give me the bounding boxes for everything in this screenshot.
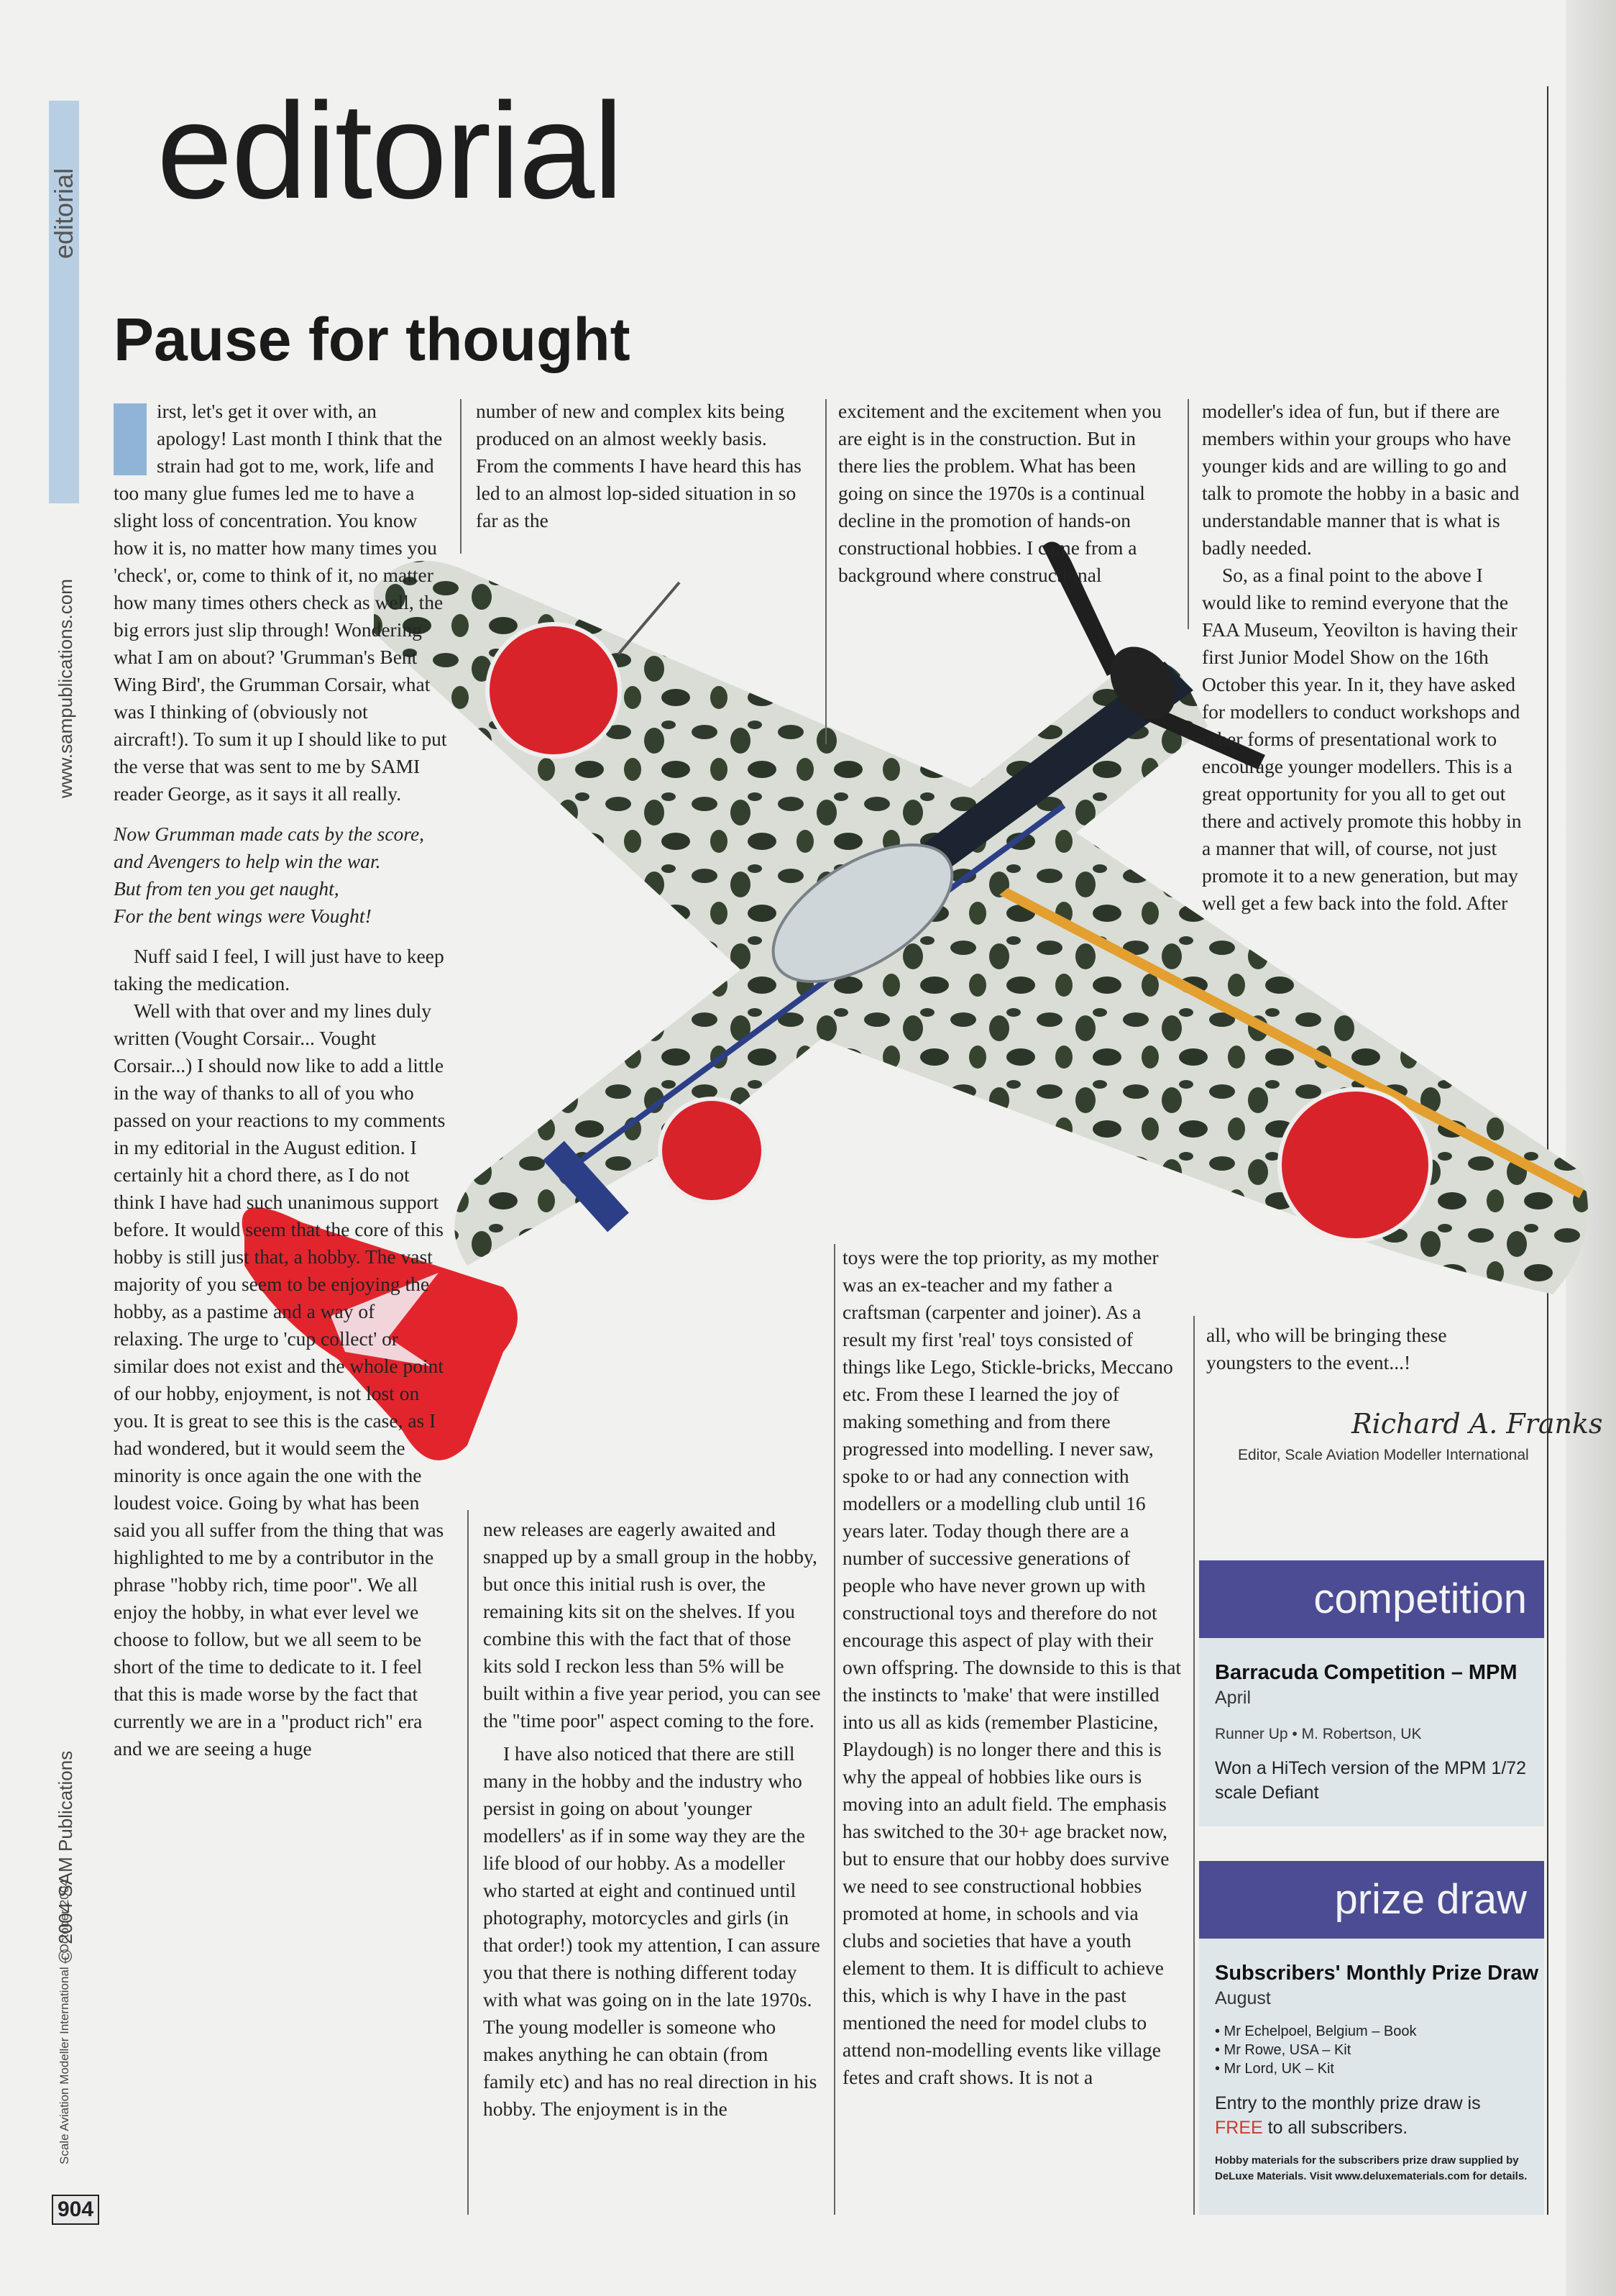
article-column-3-bottom xyxy=(843,1244,1183,2091)
paragraph: toys were the top priority, as my mother was an ex-teacher and my father a craftsman (carpenter and joiner). As a result my first 'real' toys consisted of things like Lego, Stickle-bricks, Meccano etc. From these I learned the joy of making something and from there progressed into modelling. I never saw, spoke to or had any connection with modellers or a modelling club until 16 years later. Today though there are a number of successive generations of people who have never grown up with constructional toys and therefore do not encourage this aspect of play with their own offspring. The downside to this is that the instincts to 'make' that were instilled into us all as kids (remember Plasticine, Playdough) is no longer there and this is why the appeal of hobbies like ours is moving into an adult field. The emphasis has switched to the 30+ age bracket now, but to ensure that our hobby does survive we need to see constructional hobbies promoted at home, in schools and via clubs and societies that have a youth element to them. It is difficult to achieve this, which is why I have in the past mentioned the need for model clubs to attend non-modelling events like village fetes and craft shows. It is not a xyxy=(843,1246,1182,2088)
poem-line: For the bent wings were Vought! xyxy=(114,905,372,927)
hinomaru-wing-left xyxy=(487,624,620,756)
entry-text: Entry to the monthly prize draw is xyxy=(1215,2093,1481,2113)
intro-paragraph xyxy=(114,398,448,808)
paragraph: excitement and the excitement when you are eight is in the construction. But in there lies the problem. What has been going on since the 1970s is a continual decline in the promotion of hands-on constructional hobbies. I came from a background where constructional xyxy=(838,400,1162,586)
website-url: www.sampublications.com xyxy=(55,579,76,798)
column-rule-5 xyxy=(834,1244,835,2215)
column-rule-4 xyxy=(467,1510,469,2215)
poem-line: and Avengers to help win the war. xyxy=(114,850,381,872)
column-rule-1 xyxy=(460,399,462,554)
poem-line: Now Grumman made cats by the score, xyxy=(114,823,425,845)
competition-box xyxy=(1199,1560,1544,1826)
editor-signature: Richard A. Franks xyxy=(1351,1408,1603,1440)
article-column-2-bottom xyxy=(483,1516,822,2123)
article-column-4-bottom xyxy=(1206,1322,1523,1376)
competition-month: April xyxy=(1215,1688,1252,1708)
antenna-mast xyxy=(618,582,679,654)
paragraph: all, who will be bringing these youngsters to the event...! xyxy=(1206,1324,1447,1373)
page-number: 904 xyxy=(52,2195,99,2225)
free-word: FREE xyxy=(1215,2118,1263,2138)
drop-cap xyxy=(114,403,147,475)
issue-line: Scale Aviation Modeller International – October 2004 xyxy=(58,1879,71,2164)
article-column-3-top xyxy=(838,398,1176,589)
paragraph: number of new and complex kits being produced on an almost weekly basis. From the comments I have heard this has led to an almost lop-sided situation in so far as the xyxy=(476,400,802,531)
prize-draw-title: Subscribers' Monthly Prize Draw xyxy=(1215,1962,1539,1985)
hinomaru-wing-right xyxy=(1280,1089,1431,1240)
prize-draw-box xyxy=(1199,1861,1544,2215)
competition-header: competition xyxy=(1199,1560,1544,1638)
winner-item: • Mr Echelpoel, Belgium – Book xyxy=(1215,2023,1417,2039)
entry-tail: to all subscribers. xyxy=(1267,2118,1408,2138)
winner-item: • Mr Rowe, USA – Kit xyxy=(1215,2042,1351,2058)
winner-item: • Mr Lord, UK – Kit xyxy=(1215,2061,1334,2077)
column-rule-6 xyxy=(1193,1316,1195,2215)
entry-note xyxy=(1215,2091,1528,2140)
runner-up: Runner Up • M. Robertson, UK xyxy=(1215,1726,1422,1742)
sponsor-note: Hobby materials for the subscribers prize draw supplied by DeLuxe Materials. Visit www.deluxematerials.com for details. xyxy=(1215,2154,1528,2182)
poem-line: But from ten you get naught, xyxy=(114,877,339,900)
hinomaru-fuselage xyxy=(660,1099,763,1202)
column-rule-3 xyxy=(1188,399,1189,629)
copyright-line: © 2004 SAM Publications xyxy=(55,1750,76,1963)
paragraph: Nuff said I feel, I will just have to keep taking the medication. xyxy=(114,945,444,994)
intro-text: irst, let's get it over with, an apology! Last month I think that the strain had got to me, work, life and too many glue fumes led me to have a slight loss of concentration. You know how it is, no matter how many times you 'check', or, come to think of it, no matter how many times others check as well, the big errors just slip through! Wondering what I am on about? 'Grumman's Bent Wing Bird', the Grumman Corsair, what was I thinking of (obviously not aircraft!). To sum it up I should like to put the verse that was sent to me by SAMI reader George, as it says it all really. xyxy=(114,400,447,805)
paragraph: Well with that over and my lines duly written (Vought Corsair... Vought Corsair...) I should now like to add a little in the way of thanks to all of you who passed on your reactions to my comments in my editorial in the August edition. I certainly hit a chord there, as I do not think I have had such unanimous support before. It would seem that the core of this hobby is still just that, a hobby. The vast majority of you seem to be enjoying the hobby, as a pastime and a way of relaxing. The urge to 'cup collect' or similar does not exist and the whole point of our hobby, enjoyment, is not lost on you. It is great to see this is the case, as I had wondered, but it would seem the minority is once again the one with the loudest voice. Going by what has been said you all suffer from the thing that was highlighted to me by a contributor in the phrase "hobby rich, time poor". We all enjoy the hobby, in what ever level we choose to follow, but we all seem to be short of the time to dedicate to it. I feel that this is made worse by the fact that currently we are in a "product rich" era and we are seeing a huge xyxy=(114,1000,446,1760)
article-column-1 xyxy=(114,398,448,1762)
headline: Pause for thought xyxy=(114,306,630,373)
paragraph: modeller's idea of fun, but if there are members within your groups who have younger kids and are willing to go and talk to promote the hobby in a basic and understandable manner that is what is badly needed. xyxy=(1202,400,1520,559)
competition-prize: Won a HiTech version of the MPM 1/72 scale Defiant xyxy=(1215,1758,1527,1803)
prize-draw-month: August xyxy=(1215,1988,1271,2008)
winners-list xyxy=(1215,2022,1544,2078)
section-title: editorial xyxy=(157,75,623,227)
poem xyxy=(114,820,448,930)
paragraph: So, as a final point to the above I would like to remind everyone that the FAA Museum, Yeovilton is having their first Junior Model Show on the 16th October this year. In it, they have asked for modellers to conduct workshops and other forms of presentational work to encourage younger modellers. This is a great opportunity for you all to get out there and actively promote this hobby in a manner that will, of course, not just promote it to a new generation, but may well get a few back into the fold. After xyxy=(1202,564,1522,914)
paragraph: I have also noticed that there are still many in the hobby and the industry who persist in going on about 'younger modellers' as if in some way they are the life blood of our hobby. As a modeller who started at eight and continued until photography, motorcycles and girls (in that order!) took my attention, I can assure you that there is nothing different today with what was going on in the late 1970s. The young modeller is someone who makes anything he can obtain (from family etc) and has no real direction in his hobby. The enjoyment is in the xyxy=(483,1742,820,2120)
article-column-4-top xyxy=(1202,398,1533,917)
article-column-2-top xyxy=(476,398,814,534)
editor-title: Editor, Scale Aviation Modeller International xyxy=(1238,1447,1529,1463)
column-rule-2 xyxy=(825,399,827,744)
prize-draw-header: prize draw xyxy=(1199,1861,1544,1939)
competition-title: Barracuda Competition – MPM xyxy=(1215,1661,1518,1684)
paragraph: new releases are eagerly awaited and snapped up by a small group in the hobby, but once this initial rush is over, the remaining kits sit on the shelves. If you combine this with the fact that of those kits sold I reckon less than 5% will be built within a five year period, you can see the "time poor" aspect coming to the fore. xyxy=(483,1518,821,1732)
